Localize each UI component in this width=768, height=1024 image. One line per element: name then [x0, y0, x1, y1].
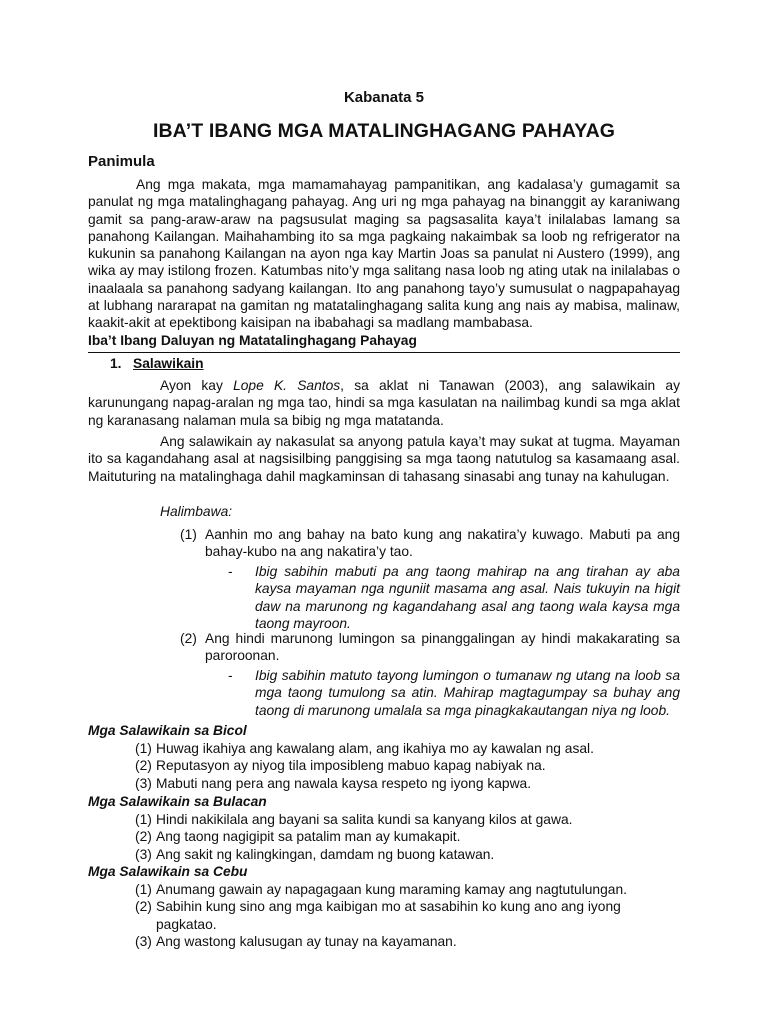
example-number: (1) [180, 527, 197, 542]
region-heading-bicol: Mga Salawikain sa Bicol [88, 723, 247, 738]
item-number: (1) [135, 812, 152, 827]
meaning-text: Ibig sabihin matuto tayong lumingon o tumanaw ng utang na loob sa mga taong tumulong sa atin. Mahirap magtagumpay sa buhay ang taong di marunong umalala sa mga pinagkakautangan niya ng loob. [255, 668, 680, 718]
item-text: Sabihin kung sino ang mga kaibigan mo at sasabihin ko kung ano ang iyong pagkatao. [156, 899, 621, 932]
example-1-meaning [228, 563, 680, 632]
list-item [135, 898, 680, 933]
chapter-label: Kabanata 5 [343, 89, 425, 106]
region-heading-cebu: Mga Salawikain sa Cebu [88, 864, 248, 879]
example-label: Halimbawa: [160, 504, 233, 519]
item-number: (2) [135, 899, 152, 915]
list-item [135, 846, 680, 863]
item-text: Huwag ikahiya ang kawalang alam, ang ikahiya mo ay kawalan ng asal. [156, 741, 594, 756]
intro-text: Ang mga makata, mga mamamahayag pampanitikan, ang kadalasa’y gumagamit sa panulat ng mga matalinghagang pahayag. Ang uri ng mga pahayag na binanggit ay karaniwang gamit sa pang-araw-araw na pagsusulat maging sa pagsasalita kaya’t inilalabas lamang sa panahong Kailangan. Maihahambing ito sa mga pagkaing nakaimbak sa loob ng refrigerator na kukunin sa panahong Kailangan na ayon nga kay Martin Joas sa panulat ni Austero (1999), ang wika ay may istilong frozen. Katumbas nito’y mga salitang nasa loob ng ating utak na inilalabas o inaalaala sa panahong sadyang kailangan. Ito ang panahong tayo’y sumusulat o nagpapahayag at lubhang nararapat na gamitan ng matatalinghagang salita kung ang nais ay mabisa, malinaw, kaakit-akit at epektibong kaisipan na ibabahagi sa madlang mambabasa. [88, 177, 680, 331]
item-text: Hindi nakikilala ang bayani sa salita kundi sa kanyang kilos at gawa. [156, 812, 573, 827]
item-text: Ang sakit ng kalingkingan, damdam ng buong katawan. [156, 846, 495, 862]
item-text: Anumang gawain ay napagagaan kung maraming kamay ang nagtutulungan. [156, 882, 627, 897]
item-text: Mabuti nang pera ang nawala kaysa respeto ng iyong kapwa. [156, 775, 532, 791]
bulacan-list [135, 811, 680, 863]
section-heading: Iba’t Ibang Daluyan ng Matatalinghagang Pahayag [88, 333, 680, 353]
p1-before: Ayon kay [160, 378, 234, 393]
example-1 [180, 526, 680, 561]
page-title: IBA’T IBANG MGA MATALINGHAGANG PAHAYAG [152, 120, 616, 142]
example-text: Aanhin mo ang bahay na bato kung ang nakatira’y kuwago. Mabuti pa ang bahay-kubo na ang nakatira’y tao. [205, 527, 680, 560]
item-number: (2) [135, 758, 152, 774]
subsection-label: Salawikain [133, 356, 204, 371]
list-item [135, 740, 680, 757]
cebu-list [135, 881, 680, 950]
example-number: (2) [180, 631, 197, 646]
p1-after: , sa aklat ni Tanawan (2003), ang salawikain ay karunungang napag-aralan ng mga tao, hindi sa mga kasulatan na nailimbag kundi sa mga aklat ng karanasang nalaman mula sa bibig ng mga matatanda. [88, 378, 680, 428]
bicol-list [135, 740, 680, 792]
salawikain-paragraph-1 [88, 377, 680, 429]
item-number: (1) [135, 882, 152, 897]
example-text: Ang hindi marunong lumingon sa pinanggalingan ay hindi makakarating sa paroroonan. [205, 631, 680, 664]
list-item [135, 828, 680, 845]
list-item [135, 757, 680, 774]
region-heading-bulacan: Mga Salawikain sa Bulacan [88, 794, 267, 809]
example-2 [180, 630, 680, 665]
item-text: Ang taong nagigipit sa patalim man ay kumakapit. [156, 829, 461, 845]
list-item [135, 811, 680, 828]
subsection-number: 1. [110, 356, 122, 371]
item-text: Reputasyon ay niyog tila imposibleng mabuo kapag nabiyak na. [156, 758, 546, 774]
meaning-text: Ibig sabihin mabuti pa ang taong mahirap na ang tirahan ay aba kaysa mayaman nga nguniit masama ang asal. Nais tukuyin na higit daw na marunong ng kagandahang asal ang taong wala kaysa mga taong mayroon. [255, 564, 680, 631]
intro-paragraph [88, 176, 680, 332]
item-text: Ang wastong kalusugan ay tunay na kayamanan. [156, 933, 457, 949]
item-number: (1) [135, 741, 152, 756]
item-number: (3) [135, 775, 152, 791]
salawikain-paragraph-2 [88, 433, 680, 485]
p2-text: Ang salawikain ay nakasulat sa anyong patula kaya’t may sukat at tugma. Mayaman ito sa kagandahang asal at nagsisilbing panggising sa mga taong natutulog sa kasamaang asal. Maituturing na matalinghaga dahil magkaminsan di tahasang sinasabi ang tunay na kahulugan. [88, 434, 680, 484]
list-item [135, 881, 680, 898]
item-number: (3) [135, 846, 152, 862]
list-item [135, 933, 680, 950]
item-number: (2) [135, 829, 152, 845]
list-item [135, 775, 680, 792]
dash-marker: - [228, 564, 233, 579]
example-2-meaning [228, 667, 680, 719]
item-number: (3) [135, 933, 152, 949]
dash-marker: - [228, 668, 233, 683]
subsection-title [110, 356, 204, 371]
intro-heading: Panimula [88, 153, 155, 170]
p1-author: Lope K. Santos [233, 378, 341, 393]
